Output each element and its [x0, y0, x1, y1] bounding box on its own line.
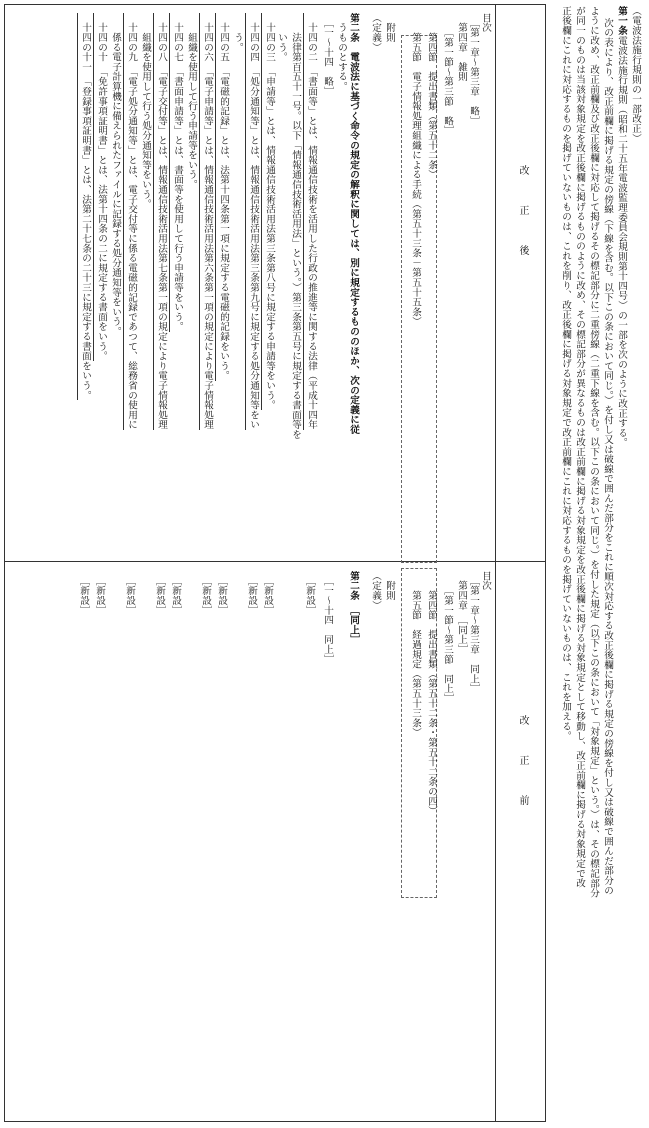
after-line-18: 十四の六 「電子申請等」とは、情報通信技術活用法第六条第一項の規定により電子情報処理 [199, 13, 213, 430]
after-line-13: いう。 [276, 13, 287, 62]
after-line-21: 十四の八 「電子交付等」とは、情報通信技術活用法第七条第一項の規定により電子情報処理 [153, 13, 167, 430]
after-line-3: ［第一節～第三節 略］ [442, 13, 453, 136]
before-line-11: ［新設］ [304, 571, 315, 616]
after-line-9: うものとする。 [336, 13, 347, 92]
before-label: 改 正 前 [517, 715, 528, 805]
before-line-4: 第四節 提出書類（第五十二条・第五十二条の四） [426, 571, 437, 816]
after-label: 改 正 後 [517, 165, 528, 255]
label-column-separator [495, 5, 496, 1121]
after-line-8: 第二条 電波法に基づく命令の規定の解釈に関しては、別に規定するもののほか、次の定義に従 [348, 13, 359, 435]
before-line-21: ［新設］ [154, 571, 165, 616]
before-line-0: 目次 [480, 571, 491, 591]
header-line-2: ように改め、改正前欄及び改正後欄に対応して掲げるその標記部分に二重傍線（二重下線を含む。以下この条において同じ。）を付した規定（以下この条において「対象規定」という。）は、その標記部分 [588, 6, 599, 898]
after-line-24: 係る電子計算機に備えられたファイルに記録する処分通知等をいう。 [110, 13, 121, 337]
before-line-7: （定義） [370, 571, 381, 611]
before-line-25: ［新設］ [94, 571, 105, 616]
header-line-3: が同一のものは当該対象規定を改正後欄に掲げるもののように改め、その標記部分が異なるものは改正前欄に掲げる対象規定を改正後欄に掲げる対象規定として移動し、改正前欄に掲げる対象規定で改 [574, 6, 585, 888]
before-line-23: ［新設］ [124, 571, 135, 616]
after-line-4: 第四節 提出書類（第五十二条） [426, 13, 437, 180]
article-label: 第一条 [616, 6, 627, 36]
after-line-5: 第五節 電子情報処理組織による手続（第五十三条－第五十五条） [410, 13, 421, 327]
header-line-1: 次の表により、改正前欄に掲げる規定の傍線（下線を含む。以下この条において同じ。）を付し又は破線で囲んだ部分をこれに順次対応する改正後欄に掲げる規定の傍線を付し又は破線で囲んだ部分の [602, 18, 613, 896]
header-line-4: 正後欄にこれに対応するものを掲げていないものは、これを削り、改正後欄に掲げる対象規定で改正前欄にこれに対応するものを掲げていないものは、これを加える。 [560, 6, 571, 741]
after-line-14: 十四の三 「申請等」とは、情報通信技術活用法第三条第八号に規定する申請等をいう。 [261, 13, 275, 410]
before-line-10: ［一～十四 同上］ [322, 571, 333, 665]
before-line-2: 第四章 ［同上］ [456, 571, 467, 655]
after-line-12: 法律第百五十一号。以下「情報通信技術活用法」という。）第三条第五号に規定する書面等を [290, 13, 301, 440]
before-line-14: ［新設］ [262, 571, 273, 616]
before-line-17: ［新設］ [216, 571, 227, 616]
row-separator [5, 561, 545, 562]
before-line-5: 第五節 経過規定（第五十三条） [410, 571, 421, 738]
after-line-10: ［一～十四 略］ [322, 13, 333, 97]
after-line-23: 十四の九 「電子処分通知等」とは、電子交付等に係る電磁的記録であつて、総務省の使用に [123, 13, 137, 430]
before-line-15: ［新設］ [246, 571, 257, 616]
before-line-1: ［第一章～第三章 同上］ [468, 571, 479, 694]
header-line-0: 電波法施行規則（昭和二十五年電波監理委員会規則第十四号）の一部を次のように改正する。 [616, 36, 627, 448]
before-line-20: ［新設］ [170, 571, 181, 616]
comparison-table [4, 4, 546, 1122]
before-line-6: 附則 [384, 571, 395, 601]
before-line-3: ［第一節～第三節 同上］ [442, 571, 453, 704]
after-line-0: 目次 [480, 13, 491, 33]
before-line-26: ［新設］ [78, 571, 89, 616]
amendment-header [543, 6, 643, 1116]
after-line-19: 組織を使用して行う申請等をいう。 [186, 13, 197, 190]
after-line-2: 第四章 雑則 [456, 13, 467, 82]
before-line-8: 第二条 ［同上］ [348, 571, 359, 645]
after-line-11: 十四の二 「書面等」とは、情報通信技術を活用した行政の推進等に関する法律（平成十四年 [303, 13, 317, 430]
after-line-7: （定義） [370, 13, 381, 53]
before-line-18: ［新設］ [200, 571, 211, 616]
after-line-26: 十四の十一 「登録事項証明書」とは、法第二十七条の二十三に規定する書面をいう。 [77, 13, 91, 400]
after-line-25: 十四の十 「免許事項証明書」とは、法第十四条の二に規定する書面をいう。 [93, 13, 107, 361]
after-line-20: 十四の七 「書面申請等」とは、書面等を使用して行う申請等をいう。 [169, 13, 183, 332]
after-line-16: う。 [232, 13, 243, 53]
after-line-17: 十四の五 「電磁的記録」とは、法第十四条第一項に規定する電磁的記録をいう。 [215, 13, 229, 381]
header-title: （電波法施行規則の一部改正） [630, 6, 641, 144]
after-line-15: 十四の四 「処分通知等」とは、情報通信技術活用法第三条第九号に規定する処分通知等をい [245, 13, 259, 430]
after-line-22: 組織を使用して行う処分通知等をいう。 [140, 13, 151, 209]
after-line-1: ［第一章～第三章 略］ [468, 13, 479, 126]
after-line-6: 附則 [384, 13, 395, 43]
